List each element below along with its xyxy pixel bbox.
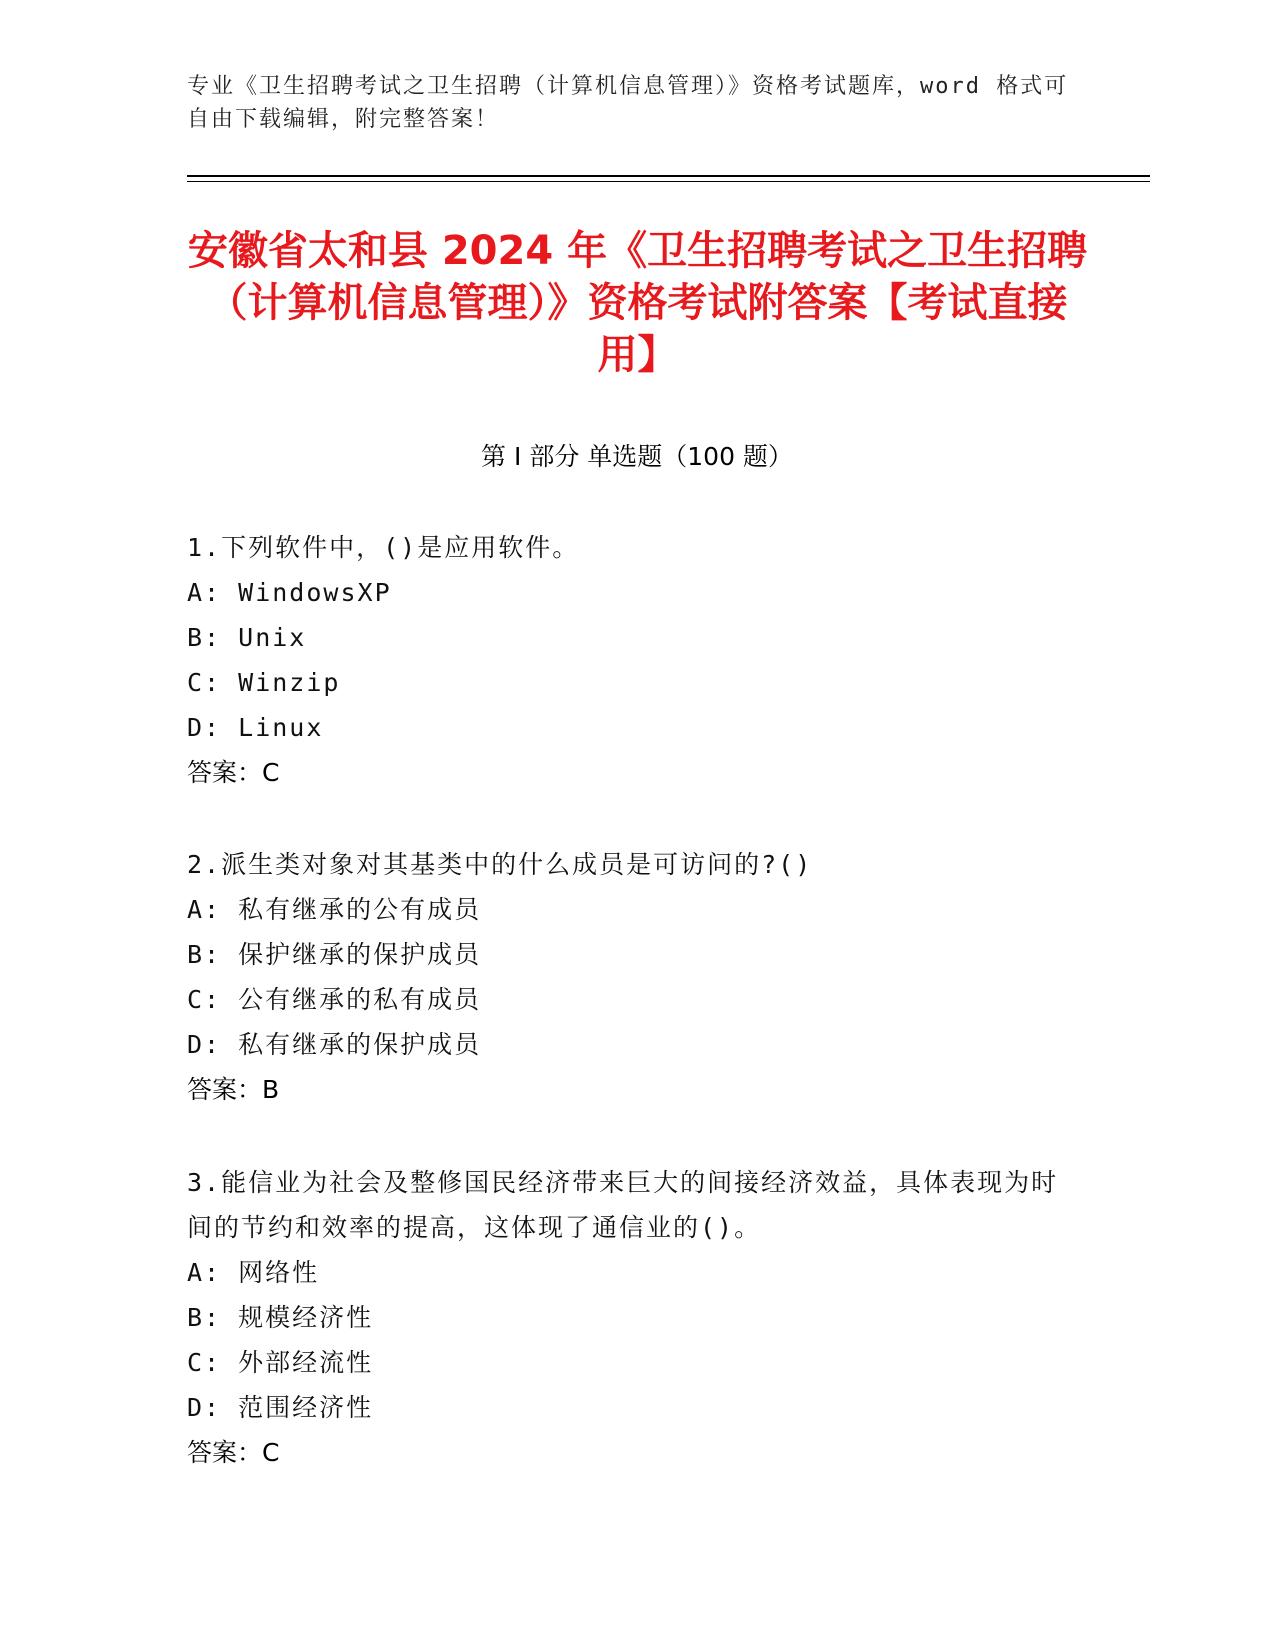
header-rule-thick — [187, 175, 1150, 177]
answer: 答案：B — [187, 1075, 280, 1104]
option-d: D: 范围经济性 — [187, 1393, 374, 1422]
document-title: 安徽省太和县 2024 年《卫生招聘考试之卫生招聘（计算机信息管理）》资格考试附答案【考试直接用】 — [187, 228, 1088, 378]
question-block — [187, 842, 1067, 1112]
answer: 答案：C — [187, 1438, 280, 1467]
question-stem: 2.派生类对象对其基类中的什么成员是可访问的?() — [187, 850, 813, 879]
option-b: B: 规模经济性 — [187, 1303, 374, 1332]
question-block — [187, 1160, 1067, 1475]
answer: 答案：C — [187, 758, 280, 787]
option-c: C: 外部经流性 — [187, 1348, 374, 1377]
option-d: D: 私有继承的保护成员 — [187, 1030, 482, 1059]
header-rule-thin — [187, 181, 1150, 182]
option-c: C: Winzip — [187, 668, 341, 697]
option-b: B: Unix — [187, 623, 307, 652]
option-d: D: Linux — [187, 713, 324, 742]
option-a: A: WindowsXP — [187, 578, 392, 607]
option-b: B: 保护继承的保护成员 — [187, 940, 482, 969]
question-stem: 1.下列软件中，()是应用软件。 — [187, 533, 580, 562]
question-block — [187, 525, 1067, 795]
option-a: A: 网络性 — [187, 1258, 320, 1287]
header-note: 专业《卫生招聘考试之卫生招聘（计算机信息管理）》资格考试题库，word 格式可自由下载编辑，附完整答案！ — [187, 74, 1069, 132]
question-stem: 3.能信业为社会及整修国民经济带来巨大的间接经济效益，具体表现为时间的节约和效率的提高，这体现了通信业的()。 — [187, 1168, 1059, 1242]
section-title: 第 I 部分 单选题（100 题） — [481, 442, 793, 471]
option-c: C: 公有继承的私有成员 — [187, 985, 482, 1014]
option-a: A: 私有继承的公有成员 — [187, 895, 482, 924]
